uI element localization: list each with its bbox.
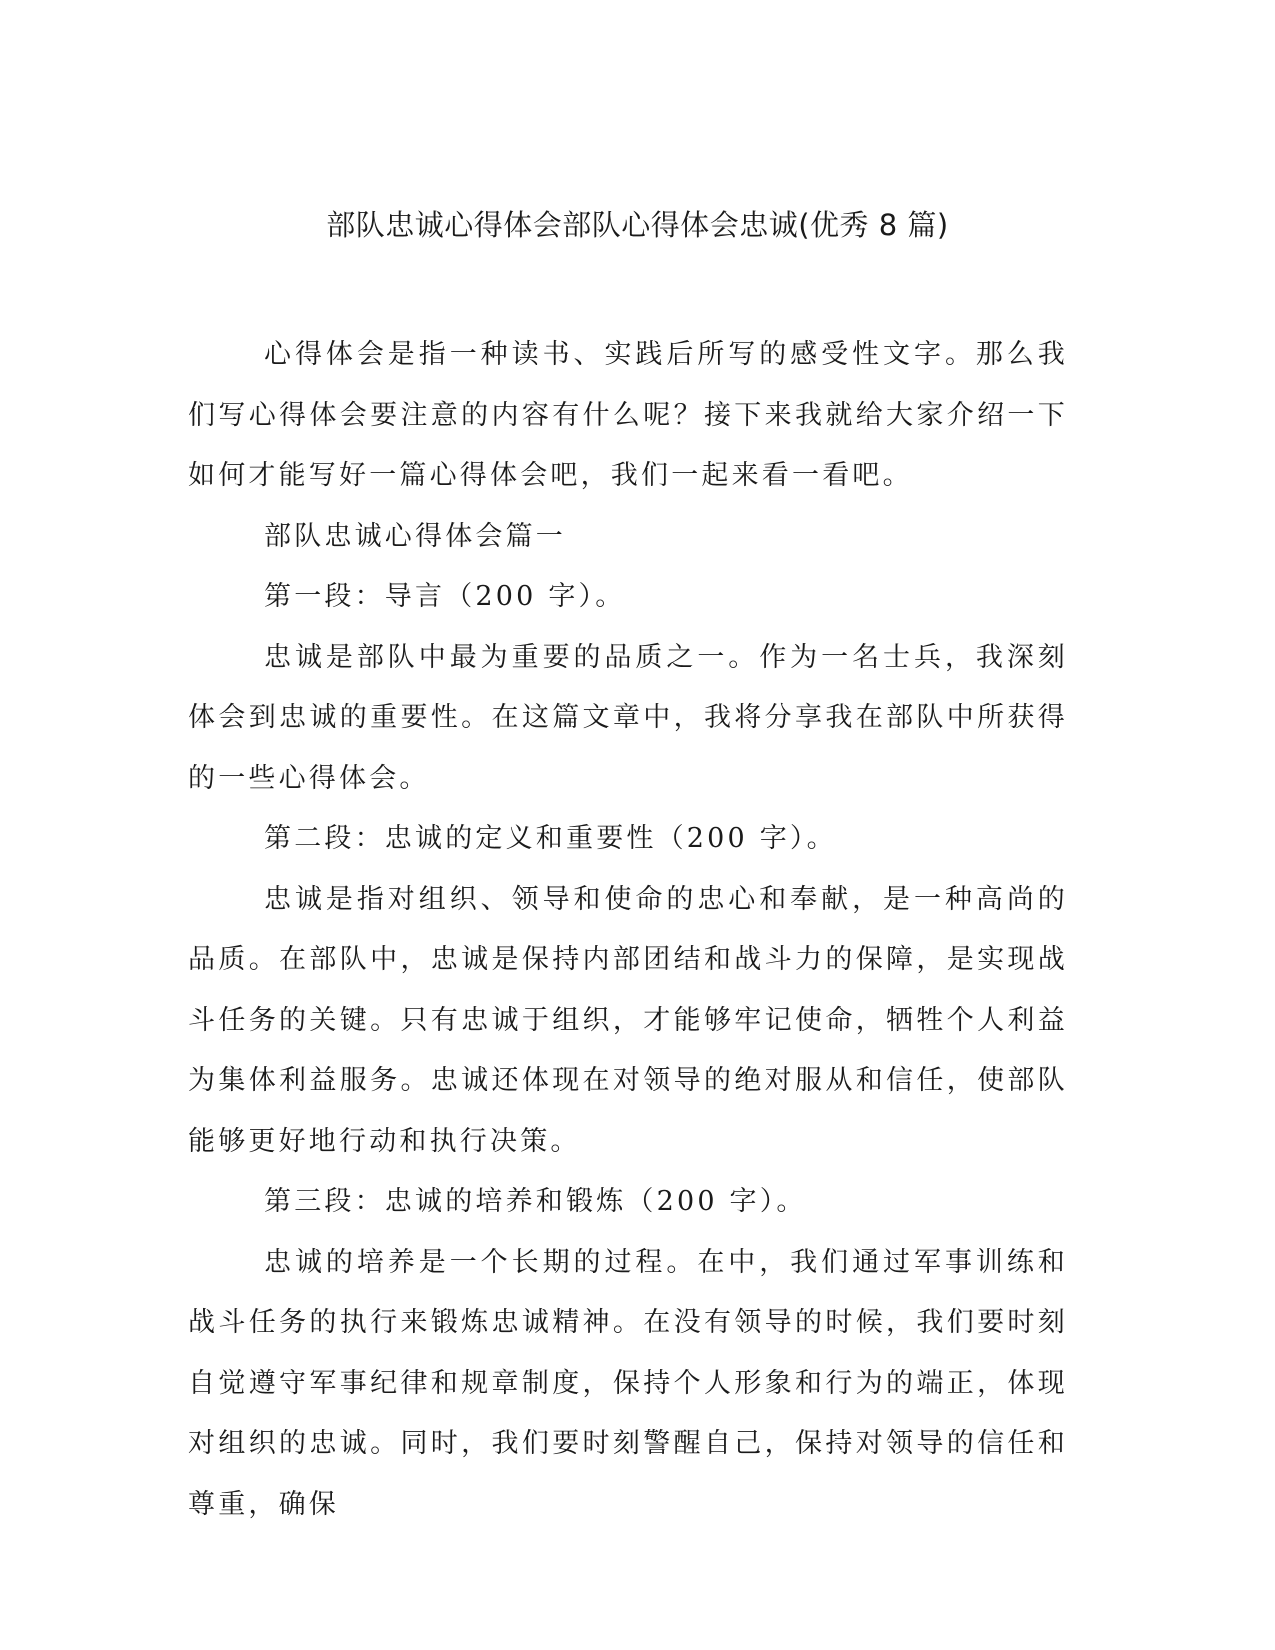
- document-title: 部队忠诚心得体会部队心得体会忠诚(优秀 8 篇): [326, 208, 949, 242]
- section-heading: 部队忠诚心得体会篇一: [264, 520, 566, 552]
- body-paragraph: 忠诚是部队中最为重要的品质之一。作为一名士兵，我深刻体会到忠诚的重要性。在这篇文章中，我将分享我在部队中所获得的一些心得体会。: [188, 641, 1068, 794]
- subsection-heading: 第二段：忠诚的定义和重要性（200 字）。: [264, 823, 837, 854]
- body-paragraph: 忠诚是指对组织、领导和使命的忠心和奉献，是一种高尚的品质。在部队中，忠诚是保持内部团结和战斗力的保障，是实现战斗任务的关键。只有忠诚于组织，才能够牢记使命，牺牲个人利益为集体利益服务。忠诚还体现在对领导的绝对服从和信任，使部队能够更好地行动和执行决策。: [188, 883, 1068, 1157]
- subsection-heading: 第一段：导言（200 字）。: [264, 581, 626, 612]
- subsection-heading: 第三段：忠诚的培养和锻炼（200 字）。: [264, 1186, 807, 1217]
- document-body: [188, 325, 1068, 1535]
- intro-paragraph: 心得体会是指一种读书、实践后所写的感受性文字。那么我们写心得体会要注意的内容有什么呢？接下来我就给大家介绍一下如何才能写好一篇心得体会吧，我们一起来看一看吧。: [188, 339, 1068, 491]
- body-paragraph: 忠诚的培养是一个长期的过程。在中，我们通过军事训练和战斗任务的执行来锻炼忠诚精神。在没有领导的时候，我们要时刻自觉遵守军事纪律和规章制度，保持个人形象和行为的端正，体现对组织的忠诚。同时，我们要时刻警醒自己，保持对领导的信任和尊重，确保: [188, 1246, 1068, 1520]
